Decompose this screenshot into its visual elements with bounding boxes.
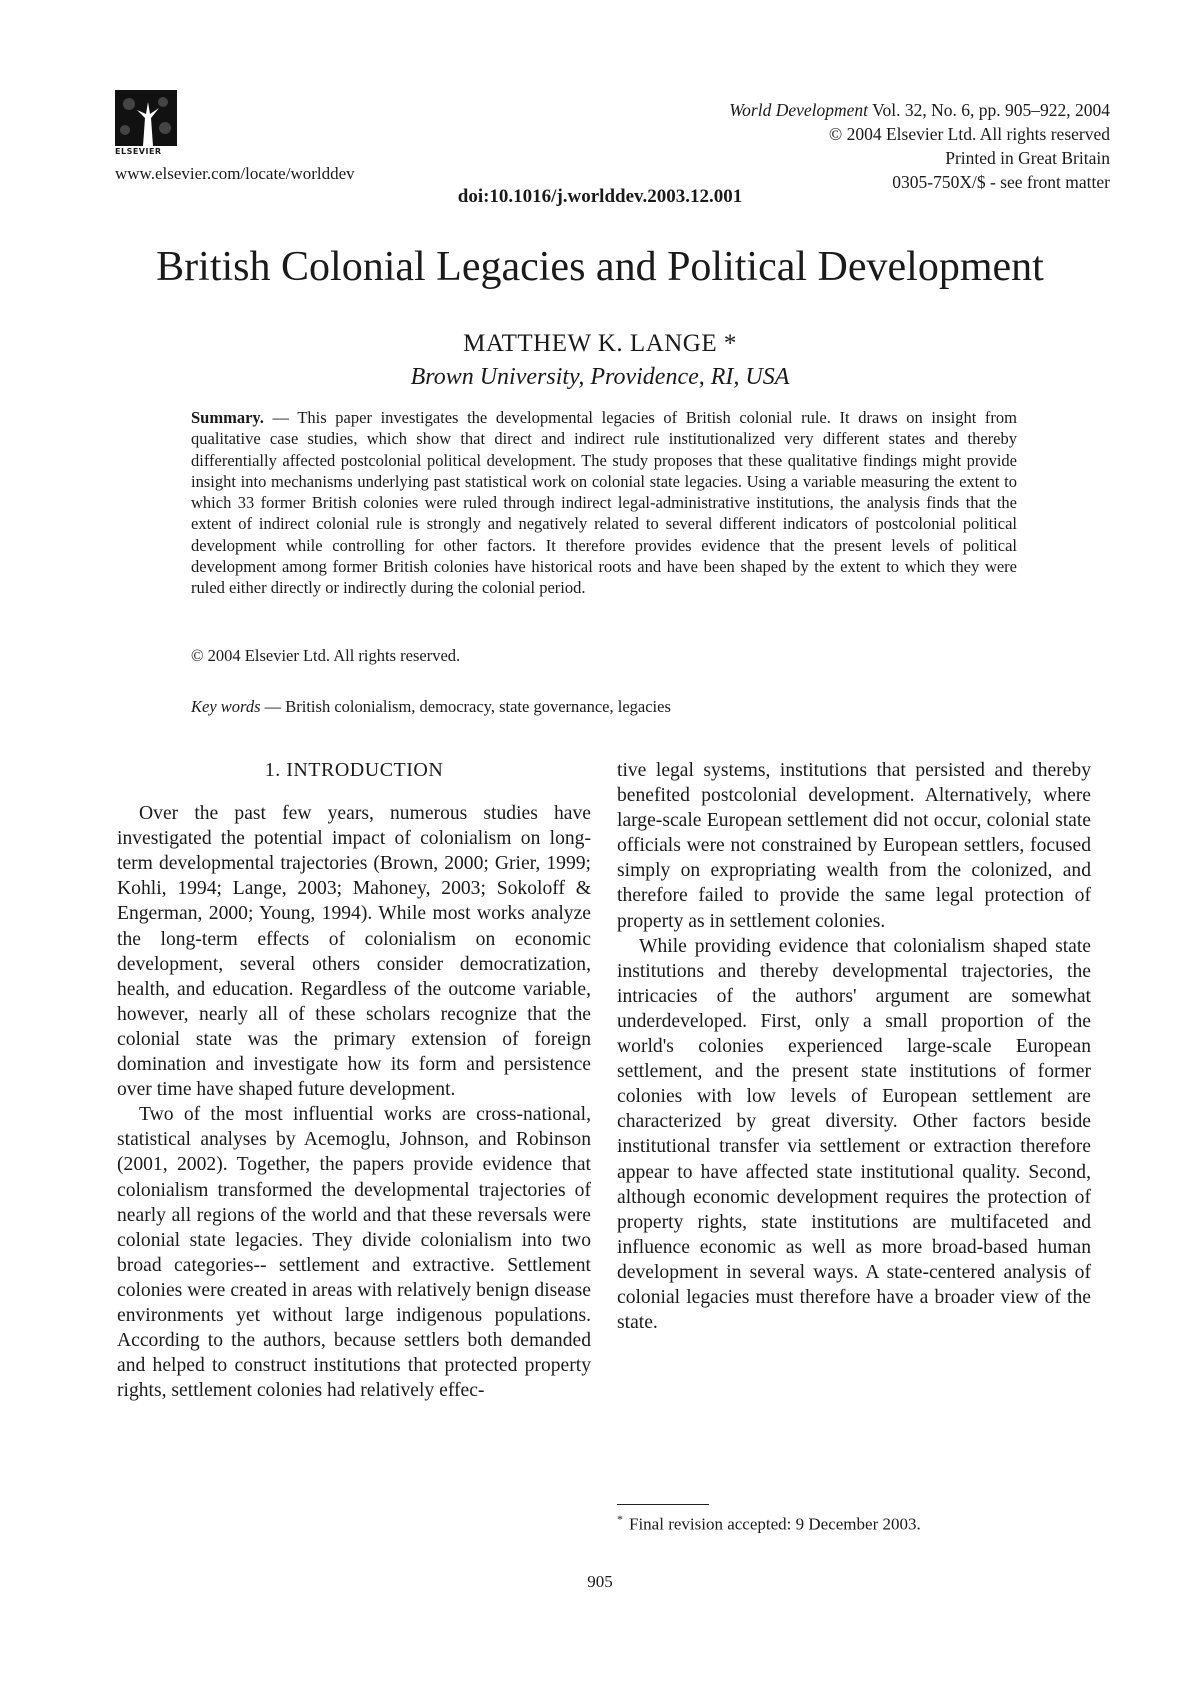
paragraph: While providing evidence that colonialism shaped state institutions and thereby developmental trajectories, the intricacies of the authors' argument are somewhat underdeveloped. First, only a small proportion of the world's colonies experienced large-scale European settlement, and the present state institutions of former colonies with low levels of European settlement are characterized by great diversity. Other factors beside institutional transfer via settlement or extraction therefore appear to have affected state institutional quality. Second, although economic development requires the protection of property rights, state institutions are multifaceted and influence economic as well as more broad-based human development in several ways. A state-centered analysis of colonial legacies must therefore have a broader view of the state. [617,935,1091,1334]
footnote-marker: * [617,1512,623,1526]
paper-title: British Colonial Legacies and Political Development [156,244,1044,290]
journal-url[interactable]: www.elsevier.com/locate/worlddev [115,164,355,183]
abstract-text: — This paper investigates the developmental legacies of British colonial rule. It draws on insight from qualitative case studies, which show that direct and indirect rule institutionalized very different states and thereby differentially affected postcolonial political development. The study proposes that these qualitative findings might provide insight into mechanisms underlying past statistical work on colonial state legacies. Using a variable measuring the extent to which 33 former British colonies were ruled through indirect legal-administrative institutions, the analysis finds that the extent of indirect colonial rule is strongly and negatively related to several different indicators of postcolonial political development while controlling for other factors. It therefore provides evidence that the present levels of political development among former British colonies have historical roots and have been shaped by the extent to which they were ruled either directly or indirectly during the colonial period. [191,408,1017,598]
publisher-wordmark: ELSEVIER [115,147,162,156]
abstract [191,407,1017,599]
keywords-text: — British colonialism, democracy, state governance, legacies [260,697,671,716]
section-heading: 1. INTRODUCTION [264,759,444,781]
body-column-right [617,758,1091,1335]
journal-info [729,98,1110,194]
keywords-label: Key words [191,697,261,716]
journal-volume: Vol. 32, No. 6, pp. 905–922, 2004 [872,100,1110,120]
journal-copyright: © 2004 Elsevier Ltd. All rights reserved [828,124,1110,144]
publisher-logo [115,90,189,156]
footnote-text: Final revision accepted: 9 December 2003. [629,1514,921,1534]
footnote [617,1512,921,1535]
elsevier-tree-icon [115,90,177,146]
author-affiliation: Brown University, Providence, RI, USA [410,364,790,390]
doi[interactable]: doi:10.1016/j.worlddev.2003.12.001 [457,186,743,207]
body-column-left [117,758,591,1403]
abstract-copyright: © 2004 Elsevier Ltd. All rights reserved. [191,646,461,665]
journal-name: World Development [729,100,869,120]
page-number: 905 [587,1572,613,1591]
paragraph: tive legal systems, institutions that persisted and thereby benefited postcolonial development. Alternatively, where large-scale European settlement did not occur, colonial state officials were not constrained by European settlers, focused simply on expropriating wealth from the colonized, and therefore failed to provide the same legal protection of property as in settlement colonies. [617,760,1091,932]
paragraph: Two of the most influential works are cross-national, statistical analyses by Acemoglu, Johnson, and Robinson (2001, 2002). Together, the papers provide evidence that colonialism transformed the developmental trajectories of nearly all regions of the world and that these reversals were colonial state legacies. They divide colonialism into two broad categories-- settlement and extractive. Settlement colonies were created in areas with relatively benign disease environments yet without large indigenous populations. According to the authors, because settlers both demanded and helped to construct institutions that protected property rights, settlement colonies had relatively effec- [117,1104,591,1402]
author-name: MATTHEW K. LANGE * [463,330,737,357]
printed-location: Printed in Great Britain [945,148,1110,168]
keywords [191,697,671,717]
journal-citation [729,98,1110,122]
paragraph: Over the past few years, numerous studies have investigated the potential impact of colonialism on long-term developmental trajectories (Brown, 2000; Grier, 1999; Kohli, 1994; Lange, 2003; Mahoney, 2003; Sokoloff & Engerman, 2000; Young, 1994). While most works analyze the long-term effects of colonialism on economic development, several others consider democratization, health, and education. Regardless of the outcome variable, however, nearly all of these scholars recognize that the colonial state was the primary extension of foreign domination and investigate how its form and persistence over time have shaped future development. [117,803,591,1101]
abstract-label: Summary. [191,408,264,427]
footnote-rule [617,1504,709,1505]
issn: 0305-750X/$ - see front matter [892,172,1110,192]
